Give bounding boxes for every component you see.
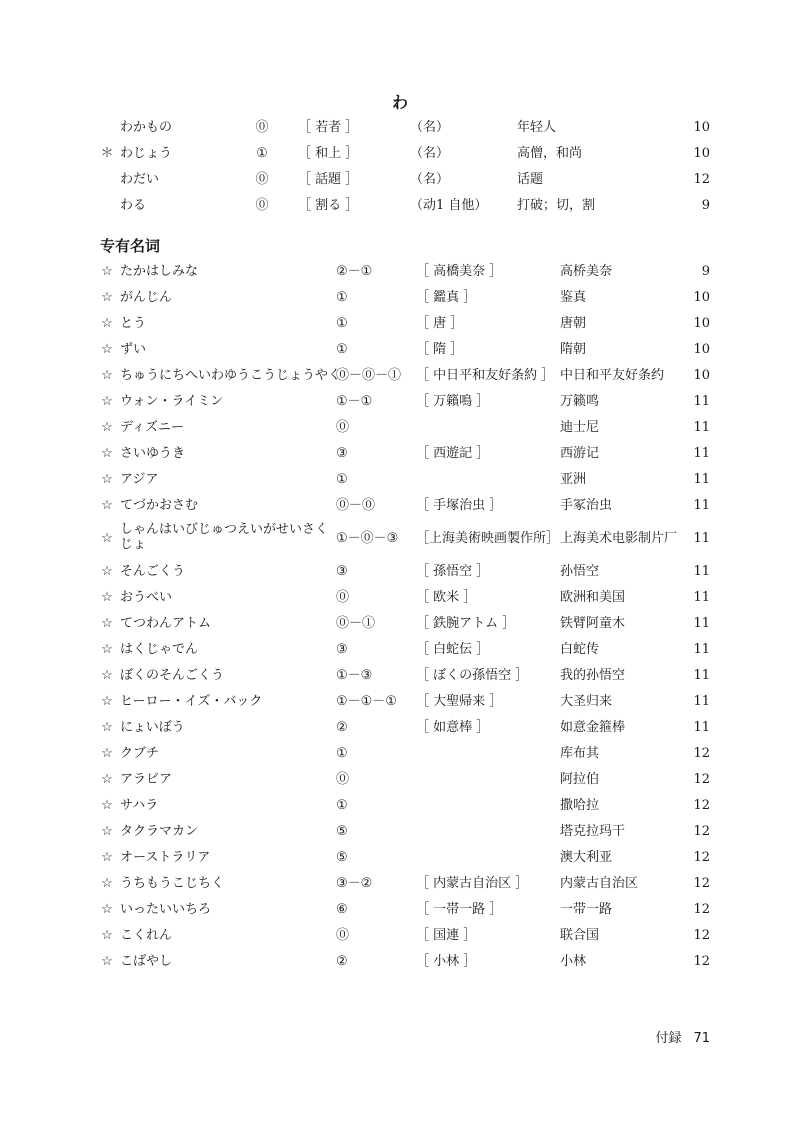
proper-noun-row — [0, 337, 800, 363]
entry-accent: ⑥ — [336, 902, 348, 917]
entry-meaning: 大圣归来 — [560, 694, 613, 709]
entry-lesson: 12 — [693, 172, 710, 187]
entry-accent: ① — [336, 342, 348, 357]
star-mark: ☆ — [101, 368, 113, 383]
entry-kanji: ［ 手塚治虫 ］ — [416, 498, 503, 513]
entry-kana: しゃんはいびじゅつえいがせいさくじょ — [120, 522, 329, 552]
entry-lesson: 11 — [693, 394, 710, 409]
vocab-row — [0, 167, 800, 193]
proper-noun-row — [0, 845, 800, 871]
entry-kana: クブチ — [120, 746, 160, 761]
entry-kanji: ［ 鉄腕アトム ］ — [416, 616, 516, 631]
proper-noun-row — [0, 611, 800, 637]
entry-accent: ①－③ — [336, 668, 373, 683]
entry-meaning: 欧洲和美国 — [560, 590, 626, 605]
entry-meaning: 高桥美奈 — [560, 264, 613, 279]
entry-kana: アラビア — [120, 772, 173, 787]
entry-kanji: ［ 孫悟空 ］ — [416, 564, 490, 579]
footer-label: 付録 — [655, 1031, 682, 1046]
entry-accent: ① — [336, 798, 348, 813]
entry-lesson: 11 — [693, 720, 710, 735]
proper-noun-row — [0, 767, 800, 793]
star-mark: ☆ — [101, 264, 113, 279]
entry-meaning: 西游记 — [560, 446, 600, 461]
entry-kanji: ［ ぼくの孫悟空 ］ — [416, 668, 529, 683]
entry-kana: はくじゃでん — [120, 642, 199, 657]
proper-noun-row — [0, 389, 800, 415]
entry-kanji: ［ 万籟鳴 ］ — [416, 394, 490, 409]
entry-kana: とう — [120, 316, 147, 331]
star-mark: ☆ — [101, 531, 113, 546]
entry-lesson: 12 — [693, 902, 710, 917]
proper-noun-row — [0, 467, 800, 493]
entry-lesson: 11 — [693, 446, 710, 461]
entry-meaning: 年轻人 — [517, 120, 557, 135]
entry-lesson: 10 — [693, 120, 710, 135]
entry-accent: ①－⓪－③ — [336, 531, 399, 546]
entry-kana: オーストラリア — [120, 850, 211, 865]
entry-kanji: ［上海美術映画製作所］ — [416, 531, 560, 546]
entry-lesson: 12 — [693, 928, 710, 943]
proper-noun-row — [0, 663, 800, 689]
entry-meaning: 一带一路 — [560, 902, 613, 917]
entry-accent: ⓪ — [255, 172, 269, 187]
entry-lesson: 12 — [693, 772, 710, 787]
entry-kanji: ［ 高橋美奈 ］ — [416, 264, 503, 279]
entry-accent: ⓪－① — [336, 616, 376, 631]
entry-accent: ⓪ — [255, 198, 269, 213]
star-mark: ☆ — [101, 928, 113, 943]
entry-lesson: 10 — [693, 368, 710, 383]
entry-kana: わる — [120, 198, 147, 213]
entry-part-of-speech: （名） — [410, 146, 450, 161]
entry-lesson: 12 — [693, 876, 710, 891]
star-mark: ☆ — [101, 694, 113, 709]
entry-lesson: 11 — [693, 472, 710, 487]
entry-accent: ③ — [336, 642, 348, 657]
proper-noun-row — [0, 637, 800, 663]
entry-kana: わじょう — [120, 146, 173, 161]
entry-kanji: ［ 話題 ］ — [298, 172, 359, 187]
proper-noun-row — [0, 689, 800, 715]
entry-accent: ①－① — [336, 394, 373, 409]
star-mark: ☆ — [101, 342, 113, 357]
entry-meaning: 话题 — [517, 172, 544, 187]
entry-accent: ① — [336, 316, 348, 331]
star-mark: ☆ — [101, 394, 113, 409]
star-mark: ☆ — [101, 902, 113, 917]
star-mark: ☆ — [101, 876, 113, 891]
entry-kana: こばやし — [120, 954, 173, 969]
entry-kana: ちゅうにちへいわゆうこうじょうやく — [120, 368, 342, 383]
entry-meaning: 迪士尼 — [560, 420, 600, 435]
entry-kana: さいゆうき — [120, 446, 186, 461]
entry-kana: がんじん — [120, 290, 173, 305]
entry-accent: ⓪ — [336, 420, 350, 435]
star-mark: ☆ — [101, 798, 113, 813]
entry-kana: こくれん — [120, 928, 173, 943]
entry-lesson: 11 — [693, 642, 710, 657]
entry-meaning: 阿拉伯 — [560, 772, 600, 787]
entry-accent: ①－①－① — [336, 694, 397, 709]
entry-meaning: 隋朝 — [560, 342, 587, 357]
entry-lesson: 11 — [693, 694, 710, 709]
entry-kana: にょいぼう — [120, 720, 185, 735]
star-mark: ☆ — [101, 564, 113, 579]
page-footer — [560, 1027, 710, 1046]
star-mark: ☆ — [101, 446, 113, 461]
vocab-row — [0, 141, 800, 167]
entry-lesson: 10 — [693, 316, 710, 331]
entry-lesson: 11 — [693, 590, 710, 605]
entry-meaning: 高僧，和尚 — [517, 146, 583, 161]
entry-kana: わだい — [120, 172, 160, 187]
entry-kana: ディズニー — [120, 420, 184, 435]
entry-kana: おうべい — [120, 590, 173, 605]
entry-kanji: ［ 白蛇伝 ］ — [416, 642, 490, 657]
entry-kana: てづかおさむ — [120, 498, 199, 513]
entry-meaning: 上海美术电影制片厂 — [560, 531, 678, 546]
entry-kana: ぼくのそんごくう — [120, 668, 225, 683]
entry-meaning: 万籁鸣 — [560, 394, 600, 409]
entry-kana: わかもの — [120, 120, 173, 135]
entry-kanji: ［ 西遊記 ］ — [416, 446, 490, 461]
entry-meaning: 我的孙悟空 — [560, 668, 626, 683]
entry-accent: ②－① — [336, 264, 373, 279]
entry-lesson: 9 — [701, 264, 710, 279]
entry-lesson: 10 — [693, 290, 710, 305]
entry-meaning: 打破；切，割 — [517, 198, 596, 213]
entry-lesson: 12 — [693, 824, 710, 839]
page-number: 71 — [693, 1031, 710, 1046]
star-mark: ☆ — [101, 668, 113, 683]
entry-meaning: 撒哈拉 — [560, 798, 600, 813]
entry-kanji: ［ 大聖帰来 ］ — [416, 694, 503, 709]
proper-noun-row — [0, 259, 800, 285]
entry-lesson: 12 — [693, 850, 710, 865]
proper-noun-row — [0, 441, 800, 467]
entry-accent: ③ — [336, 564, 348, 579]
proper-noun-row — [0, 285, 800, 311]
entry-kanji: ［ 国連 ］ — [416, 928, 477, 943]
entry-lesson: 11 — [693, 531, 710, 546]
entry-kanji: ［ 鑑真 ］ — [416, 290, 477, 305]
entry-meaning: 亚洲 — [560, 472, 587, 487]
entry-accent: ② — [336, 720, 348, 735]
entry-accent: ⑤ — [336, 850, 348, 865]
entry-kanji: ［ 欧米 ］ — [416, 590, 477, 605]
star-mark: ☆ — [101, 954, 113, 969]
proper-noun-row — [0, 311, 800, 337]
entry-lesson: 11 — [693, 616, 710, 631]
entry-kana: いったいいちろ — [120, 902, 212, 917]
entry-accent: ⓪ — [336, 928, 350, 943]
entry-accent: ③ — [336, 446, 348, 461]
entry-accent: ⓪－⓪－① — [336, 368, 402, 383]
star-mark: ☆ — [101, 316, 113, 331]
entry-meaning: 澳大利亚 — [560, 850, 613, 865]
proper-noun-row — [0, 559, 800, 585]
proper-noun-row — [0, 793, 800, 819]
entry-accent: ⓪ — [255, 120, 269, 135]
proper-noun-row — [0, 585, 800, 611]
entry-kanji: ［ 中日平和友好条約 ］ — [416, 368, 555, 383]
proper-noun-row — [0, 741, 800, 767]
entry-lesson: 12 — [693, 746, 710, 761]
entry-kana: たかはしみな — [120, 264, 199, 279]
proper-noun-row — [0, 819, 800, 845]
entry-lesson: 9 — [701, 198, 710, 213]
entry-accent: ⓪ — [336, 772, 350, 787]
proper-noun-row — [0, 923, 800, 949]
entry-kanji: ［ 隋 ］ — [416, 342, 464, 357]
entry-accent: ⓪ — [336, 590, 350, 605]
entry-kanji: ［ 如意棒 ］ — [416, 720, 490, 735]
proper-nouns-heading: 专有名词 — [100, 237, 161, 255]
star-mark: ☆ — [101, 498, 113, 513]
star-mark: ☆ — [101, 746, 113, 761]
entry-part-of-speech: （名） — [410, 172, 450, 187]
entry-kana: ヒーロー・イズ・バック — [120, 694, 263, 709]
star-mark: ☆ — [101, 590, 113, 605]
entry-meaning: 小林 — [560, 954, 587, 969]
entry-kana: ずい — [120, 342, 147, 357]
entry-lesson: 11 — [693, 420, 710, 435]
entry-meaning: 唐朝 — [560, 316, 587, 331]
star-mark: ☆ — [101, 772, 113, 787]
entry-meaning: 手冢治虫 — [560, 498, 613, 513]
entry-accent: ① — [256, 146, 268, 161]
entry-meaning: 如意金箍棒 — [560, 720, 626, 735]
star-mark: ☆ — [101, 720, 113, 735]
entry-meaning: 中日和平友好条约 — [560, 368, 665, 383]
entry-accent: ① — [336, 746, 348, 761]
proper-noun-row — [0, 949, 800, 975]
entry-meaning: 孙悟空 — [560, 564, 600, 579]
section-title: わ — [391, 93, 408, 112]
entry-part-of-speech: （名） — [410, 120, 450, 135]
entry-meaning: 鉴真 — [560, 290, 587, 305]
entry-kanji: ［ 唐 ］ — [416, 316, 464, 331]
entry-meaning: 铁臂阿童木 — [560, 616, 626, 631]
star-mark: ☆ — [101, 824, 113, 839]
proper-noun-row — [0, 897, 800, 923]
entry-kana: アジア — [120, 472, 159, 487]
entry-meaning: 库布其 — [560, 746, 600, 761]
entry-kana: サハラ — [120, 798, 159, 813]
entry-kanji: ［ 和上 ］ — [298, 146, 359, 161]
entry-mark: ＊ — [100, 146, 114, 161]
entry-kanji: ［ 小林 ］ — [416, 954, 477, 969]
entry-accent: ⓪－⓪ — [336, 498, 376, 513]
entry-accent: ⑤ — [336, 824, 348, 839]
entry-kana: タクラマカン — [120, 824, 199, 839]
proper-noun-row — [0, 493, 800, 519]
entry-lesson: 12 — [693, 798, 710, 813]
star-mark: ☆ — [101, 642, 113, 657]
entry-kana: ウォン・ライミン — [120, 394, 224, 409]
star-mark: ☆ — [101, 420, 113, 435]
entry-kanji: ［ 若者 ］ — [298, 120, 359, 135]
entry-kanji: ［ 一帯一路 ］ — [416, 902, 503, 917]
proper-noun-row — [0, 715, 800, 741]
star-mark: ☆ — [101, 850, 113, 865]
entry-accent: ① — [336, 290, 348, 305]
entry-kanji: ［ 割る ］ — [298, 198, 359, 213]
entry-meaning: 联合国 — [560, 928, 600, 943]
vocab-row — [0, 193, 800, 219]
proper-noun-row — [0, 519, 800, 559]
entry-accent: ① — [336, 472, 348, 487]
entry-lesson: 11 — [693, 668, 710, 683]
entry-meaning: 内蒙古自治区 — [560, 876, 639, 891]
entry-lesson: 10 — [693, 146, 710, 161]
entry-lesson: 11 — [693, 564, 710, 579]
entry-part-of-speech: （动1 自他） — [410, 198, 488, 213]
star-mark: ☆ — [101, 472, 113, 487]
proper-noun-row — [0, 415, 800, 441]
entry-accent: ③－② — [336, 876, 373, 891]
proper-noun-row — [0, 871, 800, 897]
star-mark: ☆ — [101, 290, 113, 305]
entry-meaning: 塔克拉玛干 — [560, 824, 626, 839]
entry-accent: ② — [336, 954, 348, 969]
entry-kana: てつわんアトム — [120, 616, 212, 631]
entry-lesson: 10 — [693, 342, 710, 357]
entry-lesson: 11 — [693, 498, 710, 513]
proper-noun-row — [0, 363, 800, 389]
entry-kana: そんごくう — [120, 564, 186, 579]
entry-kana: うちもうこじちく — [120, 876, 225, 891]
star-mark: ☆ — [101, 616, 113, 631]
vocab-row — [0, 115, 800, 141]
entry-kanji: ［ 内蒙古自治区 ］ — [416, 876, 529, 891]
entry-lesson: 12 — [693, 954, 710, 969]
entry-meaning: 白蛇传 — [560, 642, 600, 657]
